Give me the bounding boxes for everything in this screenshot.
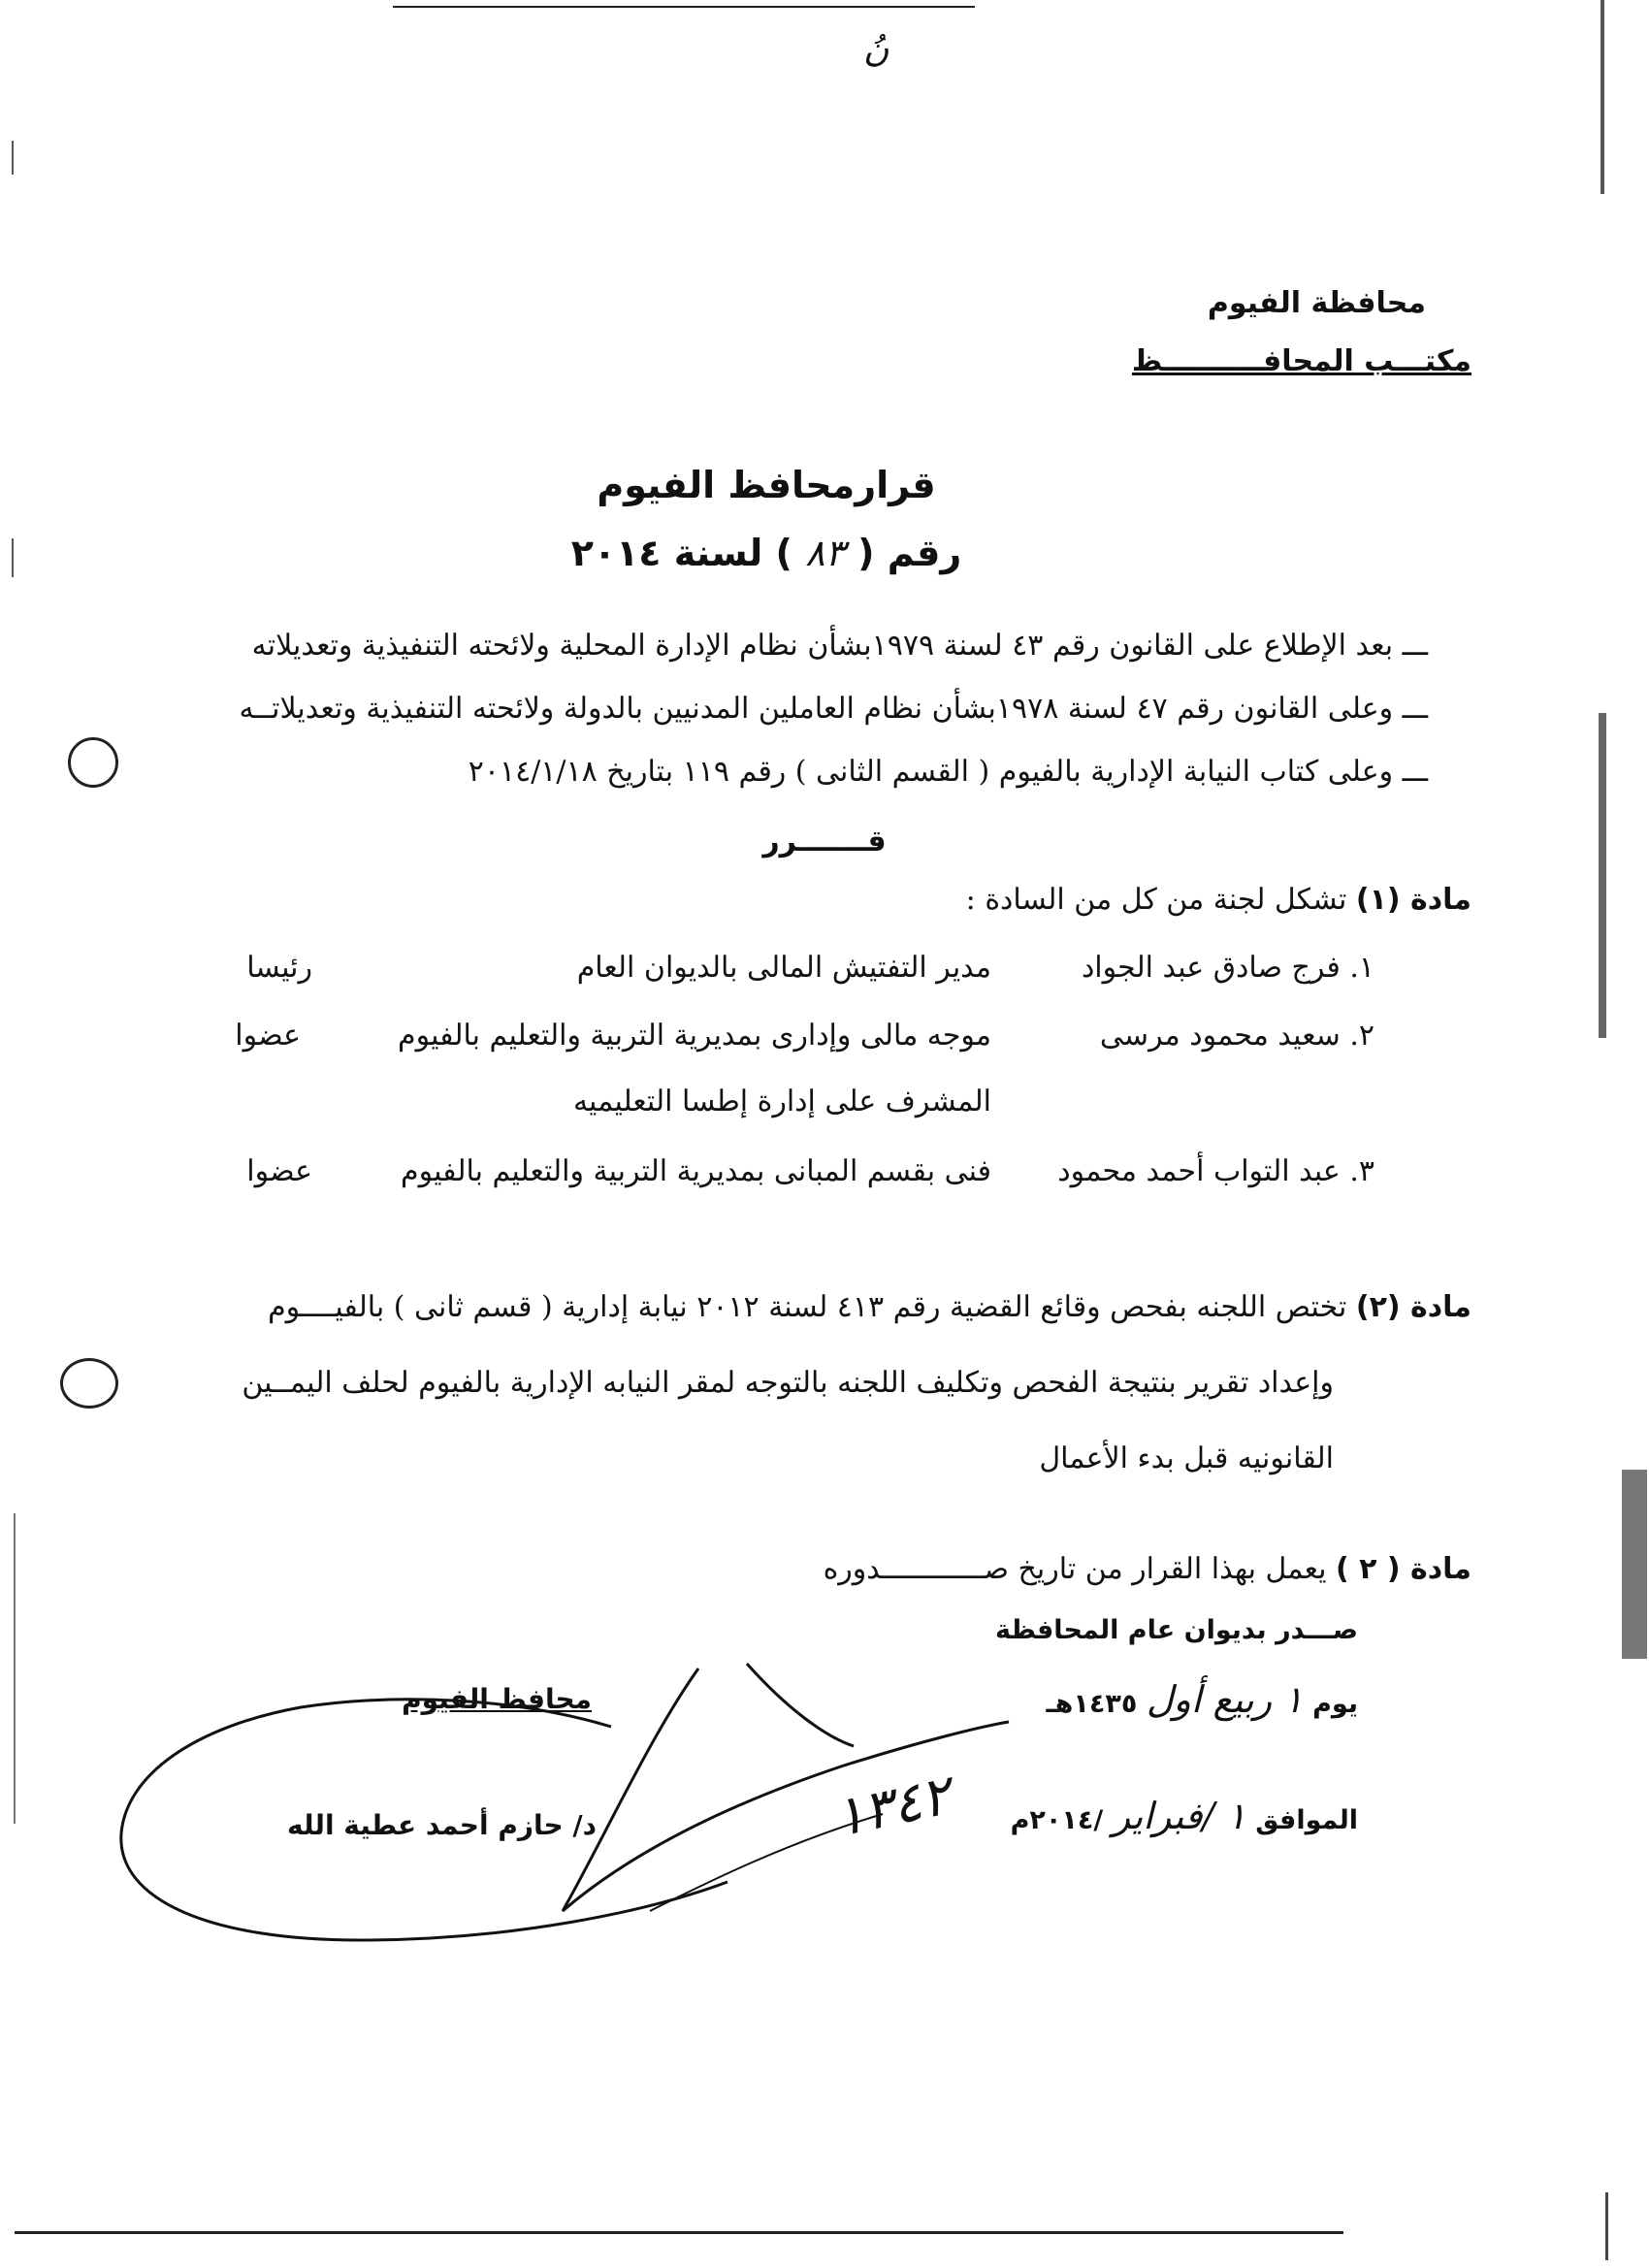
office-name: مكتـــب المحافــــــــــظ <box>1131 344 1471 378</box>
member-position: مدير التفتيش المالى بالديوان العام <box>576 951 991 985</box>
issue-greg-hand: ١ /فبراير <box>1112 1795 1246 1837</box>
article-2-label: مادة (٢) <box>1355 1290 1471 1324</box>
article-1-label: مادة (١) <box>1355 883 1471 917</box>
member-name: ٢. سعيد محمود مرسى <box>1099 1019 1374 1053</box>
member-role: عضوا <box>235 1019 301 1053</box>
article-3-label: مادة ( ٢ ) <box>1335 1552 1471 1586</box>
decision-number-suffix: ) لسنة ٢٠١٤ <box>570 532 792 574</box>
decision-number <box>0 532 1533 576</box>
article-2-text: تختص اللجنه بفحص وقائع القضية رقم ٤١٣ لسنة ٢٠١٢ نيابة إدارية ( قسم ثانى ) بالفيــــوم <box>268 1290 1347 1324</box>
handwritten-mark: نُ <box>863 30 889 70</box>
issue-day-hand: ١ ربيع أول <box>1146 1678 1304 1721</box>
member-role: عضوا <box>246 1154 312 1188</box>
issue-hijri-year: ١٤٣٥هـ <box>1046 1689 1138 1719</box>
top-border-line <box>393 6 975 8</box>
issued-at: صـــدر بديوان عام المحافظة <box>994 1615 1358 1645</box>
preamble-line: ـــ وعلى كتاب النيابة الإدارية بالفيوم ( القسم الثانى ) رقم ١١٩ بتاريخ ٢٠١٤/١/١٨ <box>468 755 1428 789</box>
signature-scribble <box>107 1591 1028 1998</box>
bottom-border-line <box>15 2231 1343 2234</box>
decision-number-prefix: رقم ( <box>857 532 962 574</box>
member-position-extra: المشرف على إدارة إطسا التعليميه <box>572 1085 991 1118</box>
decision-word: قـــــــرر <box>762 825 887 859</box>
punch-hole-mark <box>60 1358 118 1409</box>
member-role: رئيسا <box>246 951 312 985</box>
issue-day-label: يوم <box>1312 1689 1358 1719</box>
governorate-name: محافظة الفيوم <box>1207 286 1426 320</box>
article-1-text: تشكل لجنة من كل من السادة : <box>965 883 1347 917</box>
signatory-title: محافظ الفيوم <box>402 1683 592 1715</box>
article-3-text: يعمل بهذا القرار من تاريخ صــــــــــــدوره <box>823 1552 1327 1586</box>
corresponds-label: الموافق <box>1255 1805 1358 1835</box>
member-name: ١. فرج صادق عبد الجواد <box>1081 951 1374 985</box>
article-2-line: وإعداد تقرير بنتيجة الفحص وتكليف اللجنه بالتوجه لمقر النيابه الإدارية بالفيوم لحلف اليمــين <box>242 1366 1334 1400</box>
member-name: ٣. عبد التواب أحمد محمود <box>1057 1154 1374 1188</box>
preamble-line: ـــ وعلى القانون رقم ٤٧ لسنة ١٩٧٨بشأن نظام العاملين المدنيين بالدولة ولائحته التنفيذية وتعديلاتــه <box>239 692 1428 726</box>
scan-edge-mark <box>14 1513 16 1824</box>
issue-greg-year: /٢٠١٤م <box>1010 1805 1104 1835</box>
punch-hole-mark <box>68 737 118 788</box>
scan-edge-mark <box>1605 2192 1608 2260</box>
scan-edge-mark <box>1600 0 1604 194</box>
issue-day-line <box>1046 1678 1358 1723</box>
scan-edge-mark <box>1622 1470 1647 1659</box>
article-3 <box>824 1552 1471 1587</box>
member-position: فنى بقسم المبانى بمديرية التربية والتعليم بالفيوم <box>401 1154 991 1188</box>
decision-number-value: ٨٣ <box>805 532 845 574</box>
article-2-line: القانونيه قبل بدء الأعمال <box>1039 1442 1334 1475</box>
preamble-line: ـــ بعد الإطلاع على القانون رقم ٤٣ لسنة ١٩٧٩بشأن نظام الإدارة المحلية ولائحته التنفيذية وتعديلاته <box>251 629 1428 663</box>
registration-number: ١٣٤٢ <box>828 1764 956 1850</box>
scan-edge-mark <box>1599 713 1606 1038</box>
issue-greg-line <box>1011 1795 1358 1839</box>
scan-edge-mark <box>12 141 14 175</box>
member-position: موجه مالى وإدارى بمديرية التربية والتعليم بالفيوم <box>398 1019 991 1053</box>
article-1 <box>966 883 1471 918</box>
article-2-line <box>268 1290 1471 1325</box>
signatory-name: د/ حازم أحمد عطية الله <box>287 1809 597 1841</box>
decision-title: قرارمحافظ الفيوم <box>597 464 936 506</box>
